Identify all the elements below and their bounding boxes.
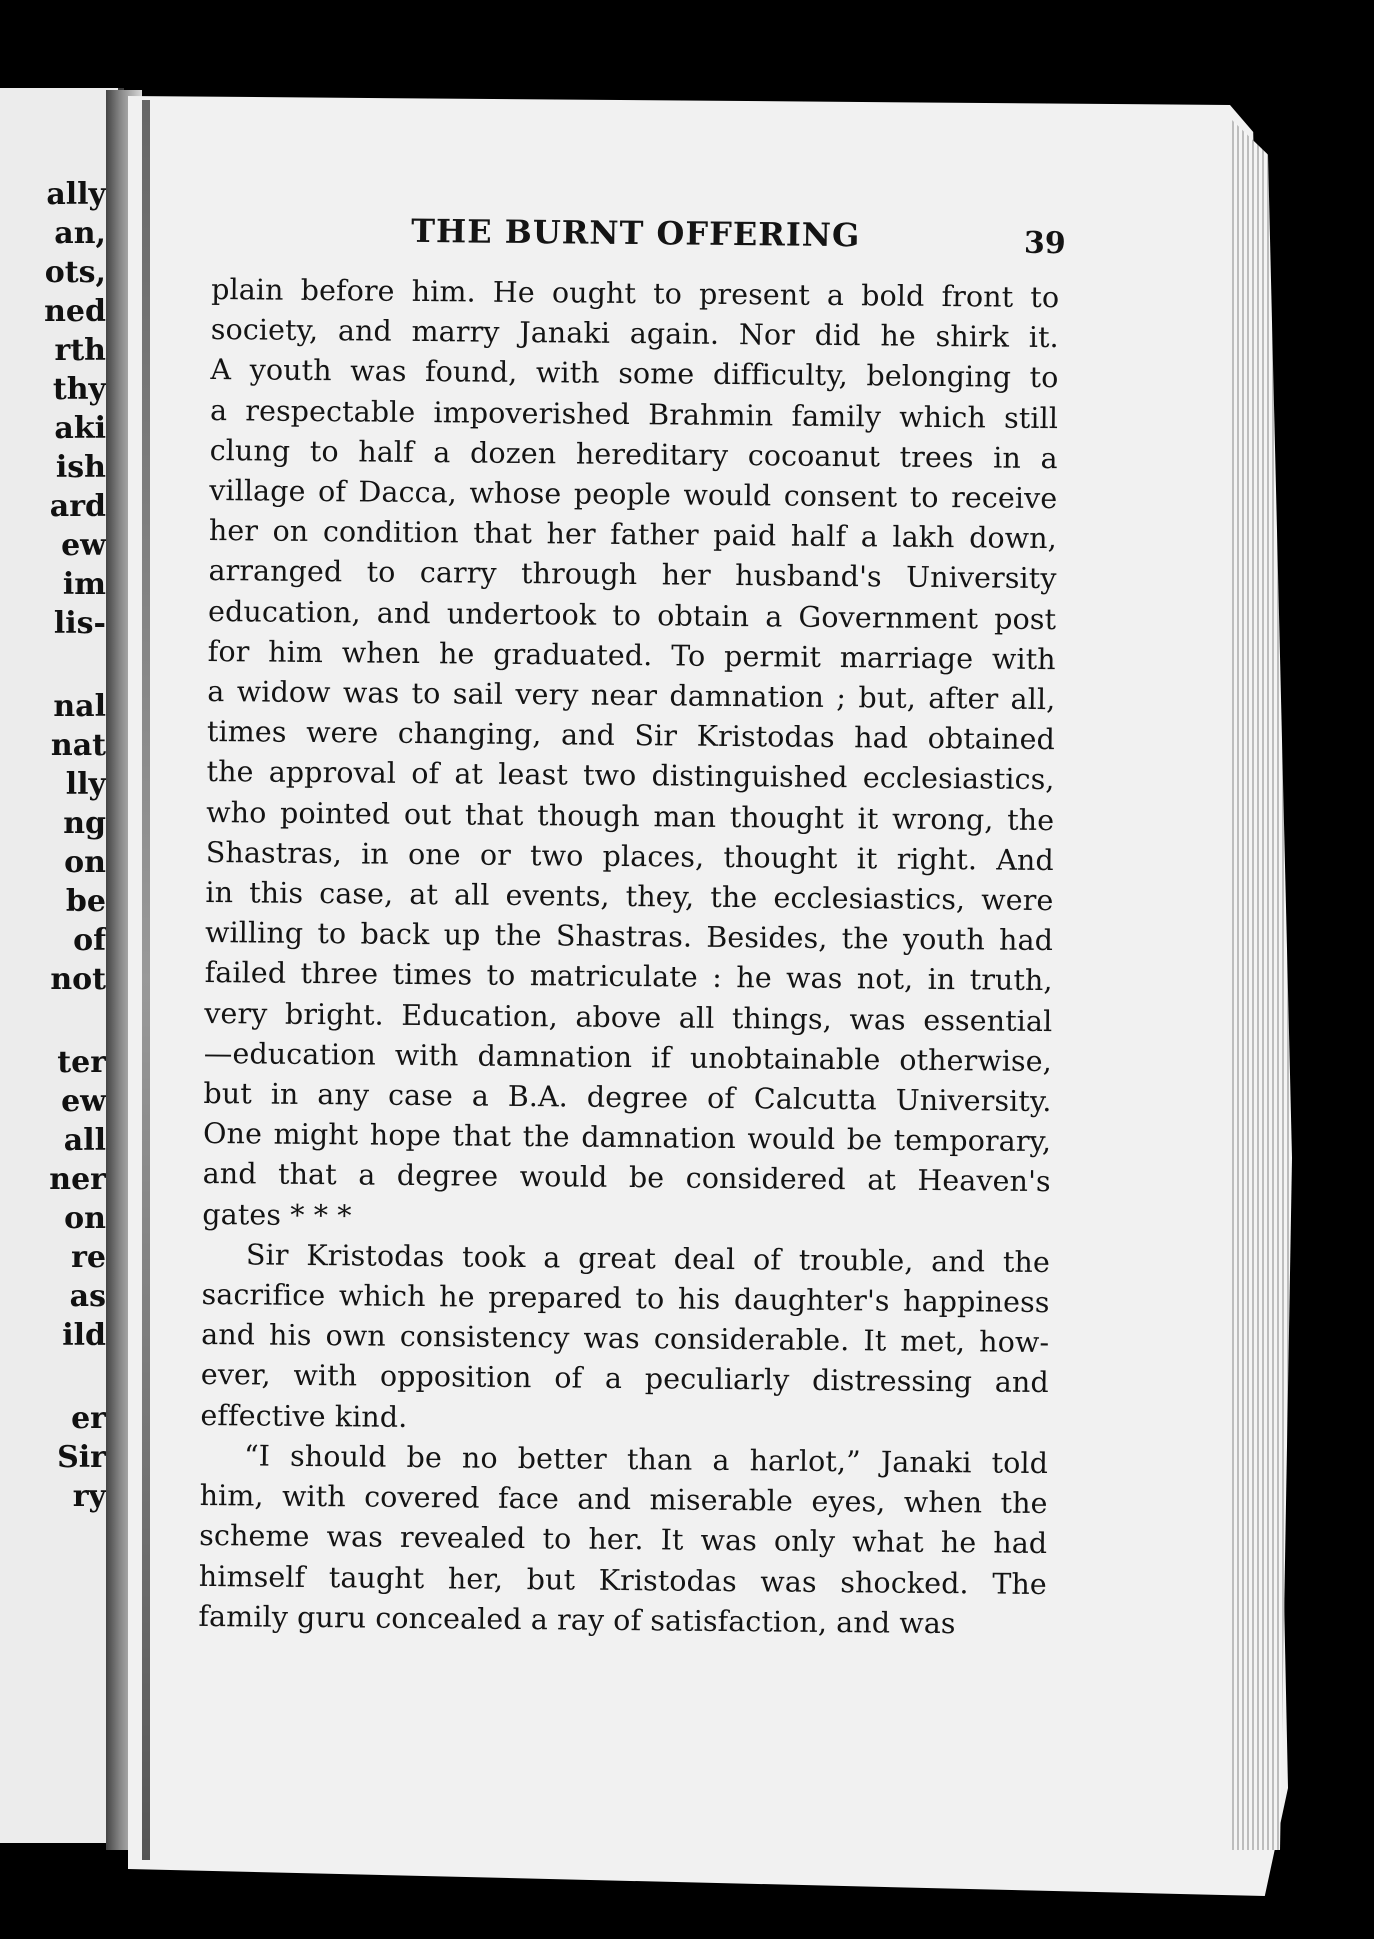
left-page-fragment: ned	[44, 294, 106, 329]
left-page-fragment: ner	[49, 1162, 106, 1197]
text-line: scheme was revealed to her. It was only what he had	[199, 1519, 1048, 1561]
text-line: but in any case a B.A. degree of Calcutta University.	[203, 1077, 1052, 1119]
left-page-fragment: Sir	[57, 1440, 106, 1475]
text-line: clung to half a dozen hereditary cocoanut trees in a	[209, 433, 1058, 475]
text-line: a respectable impoverished Brahmin family which still	[209, 393, 1059, 435]
left-page-fragment: of	[73, 923, 106, 958]
text-line: plain before him. He ought to present a bold front to	[211, 272, 1060, 315]
text-line: society, and marry Janaki again. Nor did he shirk it.	[210, 313, 1059, 355]
text-line: in this case, at all events, they, the ecclesiastics, were	[205, 876, 1054, 918]
left-page-fragment: im	[62, 567, 106, 602]
text-line: him, with covered face and miserable eyes, when the	[199, 1479, 1048, 1521]
left-page-fragment: lly	[65, 767, 106, 802]
text-line: One might hope that the damnation would be temporary,	[202, 1117, 1052, 1159]
text-line: gates * * *	[202, 1197, 352, 1233]
text-line: her on condition that her father paid half a lakh down,	[208, 514, 1058, 556]
left-page-fragment: not	[50, 962, 106, 997]
text-line: effective kind.	[200, 1398, 408, 1434]
running-head	[211, 210, 1066, 278]
body-text	[198, 270, 1059, 1645]
text-line: sacrifice which he prepared to his daughter's happiness	[201, 1278, 1050, 1320]
text-line: Sir Kristodas took a great deal of trouble, and the	[245, 1238, 1051, 1279]
text-line: willing to back up the Shastras. Besides, the youth had	[204, 916, 1054, 958]
page-content	[198, 210, 1066, 1645]
text-line: who pointed out that though man thought it wrong, the	[206, 795, 1055, 837]
left-page-fragment: nat	[50, 728, 106, 763]
left-page-fragment: re	[71, 1240, 106, 1275]
left-page-fragment: ild	[62, 1318, 106, 1353]
text-line: education, and undertook to obtain a Government post	[207, 594, 1057, 636]
text-line: Shastras, in one or two places, thought it right. And	[205, 835, 1054, 877]
text-line: failed three times to matriculate : he was not, in truth,	[204, 956, 1053, 998]
text-line: himself taught her, but Kristodas was shocked. The	[198, 1559, 1048, 1601]
page-edges	[1232, 120, 1292, 1850]
text-line: —education with damnation if unobtainable otherwise,	[203, 1036, 1053, 1078]
text-line: a widow was to sail very near damnation ; but, after all,	[207, 675, 1056, 717]
left-page-fragment: nal	[53, 689, 106, 724]
left-page-fragment: ish	[55, 450, 106, 485]
left-page-fragment: er	[71, 1401, 106, 1436]
left-page-fragment: ter	[57, 1045, 106, 1080]
gutter-shadow	[142, 100, 150, 1860]
text-line: very bright. Education, above all things, was essential	[204, 996, 1053, 1038]
left-page-fragment: an,	[54, 216, 106, 251]
text-line: “I should be no better than a harlot,” Janaki told	[243, 1439, 1049, 1480]
left-page-fragment: ng	[63, 806, 106, 841]
left-page-fragment: rth	[54, 333, 106, 368]
left-page-fragment: on	[64, 845, 106, 880]
text-line: times were changing, and Sir Kristodas had obtained	[206, 715, 1056, 757]
running-title: THE BURNT OFFERING	[411, 211, 861, 255]
left-page-fragment: thy	[52, 372, 106, 407]
text-line: and that a degree would be considered at Heaven's	[202, 1157, 1051, 1199]
left-page-fragment: all	[63, 1123, 106, 1158]
left-page-fragment: on	[64, 1201, 106, 1236]
left-page-fragment: as	[69, 1279, 106, 1314]
text-line: arranged to carry through her husband's University	[208, 554, 1057, 596]
page-number: 39	[1023, 225, 1066, 262]
left-page-fragment: ots,	[44, 255, 106, 290]
left-page-fragment: lis-	[53, 606, 106, 641]
text-line: A youth was found, with some difficulty, belonging to	[210, 353, 1059, 395]
text-line: the approval of at least two distinguished ecclesiastics,	[206, 755, 1055, 797]
left-page-fragment: ally	[46, 177, 106, 212]
left-page-fragment: ew	[61, 1084, 106, 1119]
text-line: family guru concealed a ray of satisfaction, and was	[198, 1599, 956, 1640]
left-page-fragment: be	[65, 884, 106, 919]
left-page-fragment: ew	[61, 528, 106, 563]
text-line: for him when he graduated. To permit marriage with	[207, 634, 1056, 676]
text-line: ever, with opposition of a peculiarly distressing and	[200, 1358, 1049, 1400]
left-page-fragment: ry	[72, 1479, 106, 1514]
left-page-fragment: aki	[54, 411, 106, 446]
text-line: and his own consistency was considerable. It met, how-	[201, 1318, 1050, 1360]
left-page-fragment: ard	[49, 489, 106, 524]
text-line: village of Dacca, whose people would consent to receive	[209, 474, 1058, 516]
